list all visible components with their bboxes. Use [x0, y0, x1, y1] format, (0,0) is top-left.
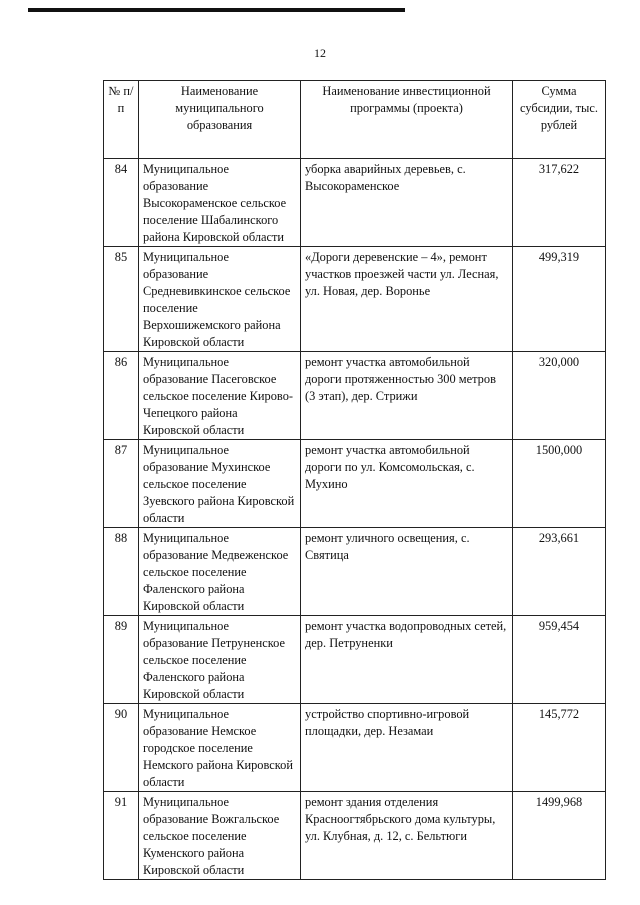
subsidy-table: [103, 80, 606, 880]
row-municipality: Муниципальное образование Немское городское поселение Немского района Кировской области: [139, 704, 301, 792]
row-sum: 1499,968: [513, 792, 606, 880]
row-sum: 293,661: [513, 528, 606, 616]
row-program: уборка аварийных деревьев, с. Высокораменское: [301, 159, 513, 247]
header-num: № п/п: [104, 81, 139, 159]
table-row: [104, 792, 606, 880]
row-num: 84: [104, 159, 139, 247]
row-program: ремонт здания отделения Красноогтябрьского дома культуры, ул. Клубная, д. 12, с. Бельтюги: [301, 792, 513, 880]
top-rule: [28, 8, 405, 12]
row-municipality: Муниципальное образование Высокораменское сельское поселение Шабалинского района Кировской области: [139, 159, 301, 247]
row-program: ремонт уличного освещения, с. Святица: [301, 528, 513, 616]
row-num: 91: [104, 792, 139, 880]
table-row: [104, 616, 606, 704]
row-program: ремонт участка автомобильной дороги по ул. Комсомольская, с. Мухино: [301, 440, 513, 528]
row-num: 85: [104, 247, 139, 352]
table-header-row: [104, 81, 606, 159]
table-row: [104, 440, 606, 528]
row-sum: 1500,000: [513, 440, 606, 528]
page-number: 12: [314, 46, 326, 60]
row-sum: 320,000: [513, 352, 606, 440]
row-num: 89: [104, 616, 139, 704]
row-num: 88: [104, 528, 139, 616]
header-municipality: Наименование муниципального образования: [139, 81, 301, 159]
row-num: 90: [104, 704, 139, 792]
row-program: ремонт участка водопроводных сетей, дер. Петруненки: [301, 616, 513, 704]
row-program: устройство спортивно-игровой площадки, дер. Незамаи: [301, 704, 513, 792]
table-row: [104, 352, 606, 440]
header-sum: Сумма субсидии, тыс. рублей: [513, 81, 606, 159]
row-sum: 317,622: [513, 159, 606, 247]
row-program: ремонт участка автомобильной дороги протяженностью 300 метров (3 этап), дер. Стрижи: [301, 352, 513, 440]
row-sum: 145,772: [513, 704, 606, 792]
row-num: 87: [104, 440, 139, 528]
table-row: [104, 159, 606, 247]
row-municipality: Муниципальное образование Пасеговское сельское поселение Кирово-Чепецкого района Кировской области: [139, 352, 301, 440]
table-row: [104, 704, 606, 792]
row-program: «Дороги деревенские – 4», ремонт участков проезжей части ул. Лесная, ул. Новая, дер. Воронье: [301, 247, 513, 352]
row-municipality: Муниципальное образование Средневивкинское сельское поселение Верхошижемского района Кировской области: [139, 247, 301, 352]
row-municipality: Муниципальное образование Вожгальское сельское поселение Куменского района Кировской области: [139, 792, 301, 880]
row-sum: 959,454: [513, 616, 606, 704]
row-municipality: Муниципальное образование Петруненское сельское поселение Фаленского района Кировской области: [139, 616, 301, 704]
row-sum: 499,319: [513, 247, 606, 352]
row-municipality: Муниципальное образование Медвеженское сельское поселение Фаленского района Кировской области: [139, 528, 301, 616]
row-num: 86: [104, 352, 139, 440]
header-program: Наименование инвестиционной программы (проекта): [301, 81, 513, 159]
row-municipality: Муниципальное образование Мухинское сельское поселение Зуевского района Кировской области: [139, 440, 301, 528]
table-row: [104, 247, 606, 352]
table-row: [104, 528, 606, 616]
